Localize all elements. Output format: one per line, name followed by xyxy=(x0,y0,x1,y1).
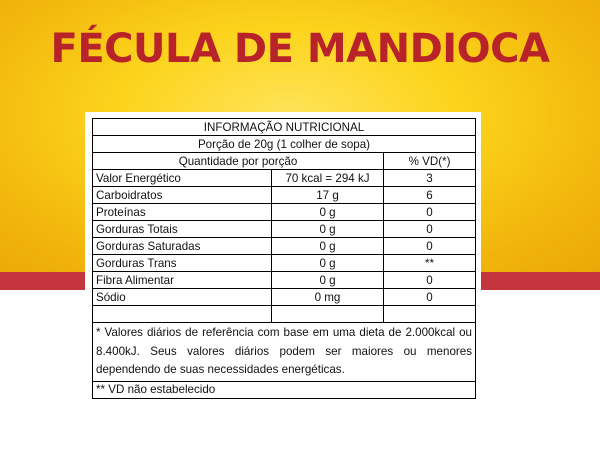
nutrient-name: Gorduras Saturadas xyxy=(93,238,272,255)
nutrient-amount: 0 mg xyxy=(272,289,384,306)
table-row xyxy=(93,170,476,187)
nutrient-vd: 0 xyxy=(384,204,476,221)
nutrient-amount: 0 g xyxy=(272,238,384,255)
nutrient-amount: 70 kcal = 294 kJ xyxy=(272,170,384,187)
footnote-row xyxy=(93,381,476,398)
header-quantity: Quantidade por porção xyxy=(93,153,384,170)
nutrient-vd: 0 xyxy=(384,272,476,289)
nutrient-amount: 0 g xyxy=(272,221,384,238)
nutrient-name: Carboidratos xyxy=(93,187,272,204)
nutrient-vd: ** xyxy=(384,255,476,272)
portion-row xyxy=(93,136,476,153)
portion-text: Porção de 20g (1 colher de sopa) xyxy=(93,136,476,153)
empty-cell xyxy=(272,306,384,323)
product-title: FÉCULA DE MANDIOCA xyxy=(50,26,550,72)
table-row xyxy=(93,272,476,289)
empty-row xyxy=(93,306,476,323)
table-row xyxy=(93,221,476,238)
nutrient-amount: 17 g xyxy=(272,187,384,204)
nutrient-name: Gorduras Trans xyxy=(93,255,272,272)
nutrient-vd: 6 xyxy=(384,187,476,204)
table-row xyxy=(93,238,476,255)
nutrient-name: Proteínas xyxy=(93,204,272,221)
empty-cell xyxy=(384,306,476,323)
nutrient-name: Valor Energético xyxy=(93,170,272,187)
nutrient-vd: 0 xyxy=(384,221,476,238)
table-title: INFORMAÇÃO NUTRICIONAL xyxy=(93,119,476,136)
nutrient-name: Sódio xyxy=(93,289,272,306)
nutrition-facts-table xyxy=(92,118,476,399)
empty-cell xyxy=(93,306,272,323)
footnote-vd-not-established: ** VD não estabelecido xyxy=(93,381,476,398)
nutrient-amount: 0 g xyxy=(272,272,384,289)
table-row xyxy=(93,204,476,221)
table-row xyxy=(93,289,476,306)
nutrient-amount: 0 g xyxy=(272,255,384,272)
table-title-row xyxy=(93,119,476,136)
nutrient-vd: 0 xyxy=(384,238,476,255)
nutrient-vd: 0 xyxy=(384,289,476,306)
nutrition-label-card xyxy=(85,112,481,400)
table-row xyxy=(93,255,476,272)
nutrient-vd: 3 xyxy=(384,170,476,187)
header-vd: % VD(*) xyxy=(384,153,476,170)
table-row xyxy=(93,187,476,204)
footnote-daily-values: * Valores diários de referência com base em uma dieta de 2.000kcal ou 8.400kJ. Seus valores diários podem ser maiores ou menores dependendo de suas necessidades energéticas. xyxy=(93,323,476,382)
header-row xyxy=(93,153,476,170)
nutrient-name: Gorduras Totais xyxy=(93,221,272,238)
nutrient-amount: 0 g xyxy=(272,204,384,221)
footnote-row xyxy=(93,323,476,382)
nutrient-name: Fibra Alimentar xyxy=(93,272,272,289)
